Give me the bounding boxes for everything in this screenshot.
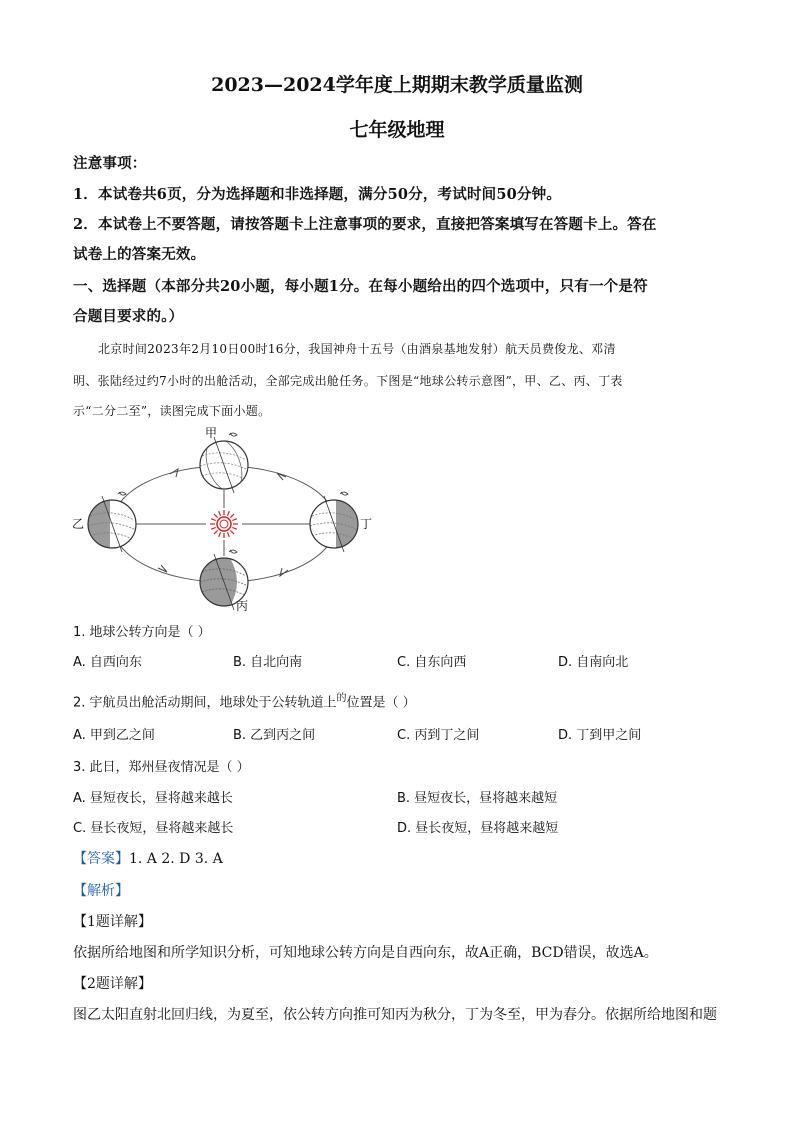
q3-option-a: A. 昼短夜长，昼将越来越长 bbox=[73, 791, 233, 806]
earth-revolution-diagram bbox=[66, 420, 386, 620]
notice-item-1: 1．本试卷共6页，分为选择题和非选择题，满分50分，考试时间50分钟。 bbox=[73, 186, 562, 203]
q2-stem-sup: 的 bbox=[336, 693, 347, 704]
answer-text: 1. A 2. D 3. A bbox=[129, 851, 223, 867]
label-bing: 丙 bbox=[236, 599, 249, 613]
answer-tag: 【答案】 bbox=[73, 851, 129, 867]
question-1-stem: 1. 地球公转方向是（ ） bbox=[73, 625, 211, 640]
earth-ding-icon bbox=[310, 492, 358, 552]
q1-option-b: B. 自北向南 bbox=[233, 655, 303, 670]
q1-option-a: A. 自西向东 bbox=[73, 655, 142, 670]
q1-detail-text: 依据所给地图和所学知识分析，可知地球公转方向是自西向东，故A正确，BCD错误，故选A。 bbox=[73, 945, 658, 961]
label-jia: 甲 bbox=[205, 426, 218, 440]
q2-option-c: C. 丙到丁之间 bbox=[397, 728, 480, 743]
passage-line-2: 明、张陆经过约7小时的出舱活动，全部完成出舱任务。下图是“地球公转示意图”，甲、乙、丙、丁表 bbox=[73, 374, 623, 388]
q3-option-d: D. 昼长夜短，昼将越来越短 bbox=[397, 821, 559, 836]
q1-detail-tag: 【1题详解】 bbox=[73, 914, 152, 930]
q3-option-b: B. 昼短夜长，昼将越来越短 bbox=[397, 791, 558, 806]
q3-option-c: C. 昼长夜短，昼将越来越长 bbox=[73, 821, 234, 836]
passage-line-3: 示“二分二至”，读图完成下面小题。 bbox=[73, 404, 271, 418]
answer-line bbox=[73, 848, 223, 868]
section-heading: 一、选择题（本部分共20小题，每小题1分。在每小题给出的四个选项中，只有一个是符 bbox=[73, 278, 648, 295]
q2-detail-tag: 【2题详解】 bbox=[73, 976, 152, 992]
page-subtitle: 七年级地理 bbox=[349, 119, 445, 141]
q2-option-d: D. 丁到甲之间 bbox=[558, 728, 642, 743]
section-heading-cont: 合题目要求的。） bbox=[73, 308, 184, 325]
notice-item-2-cont: 试卷上的答案无效。 bbox=[73, 246, 206, 263]
label-ding: 丁 bbox=[360, 517, 373, 531]
q2-stem-tail: 位置是（ ） bbox=[346, 695, 416, 711]
orbit-arrow-icon bbox=[170, 469, 178, 477]
analysis-tag: 【解析】 bbox=[73, 883, 129, 899]
q2-option-a: A. 甲到乙之间 bbox=[73, 728, 155, 743]
page-title: 2023—2024学年度上期期末教学质量监测 bbox=[211, 74, 583, 96]
question-3-stem: 3. 此日，郑州昼夜情况是（ ） bbox=[73, 760, 250, 775]
passage-line-1: 北京时间2023年2月10日00时16分，我国神舟十五号（由酒泉基地发射）航天员费俊龙、邓清 bbox=[98, 342, 616, 356]
notice-item-2: 2．本试卷上不要答题，请按答题卡上注意事项的要求，直接把答案填写在答题卡上。答在 bbox=[73, 216, 657, 233]
sun-icon bbox=[210, 510, 238, 538]
q1-option-c: C. 自东向西 bbox=[397, 655, 467, 670]
q2-detail-text: 图乙太阳直射北回归线，为夏至，依公转方向推可知丙为秋分，丁为冬至，甲为春分。依据所给地图和题 bbox=[73, 1007, 717, 1023]
question-2-stem bbox=[73, 689, 416, 710]
label-yi: 乙 bbox=[72, 517, 85, 531]
q2-stem-main: 2. 宇航员出舱活动期间，地球处于公转轨道上 bbox=[73, 695, 337, 711]
q2-option-b: B. 乙到丙之间 bbox=[233, 728, 316, 743]
earth-jia-icon bbox=[199, 433, 248, 497]
earth-yi-icon bbox=[88, 492, 136, 552]
notice-heading: 注意事项： bbox=[73, 155, 147, 172]
q1-option-d: D. 自南向北 bbox=[558, 655, 629, 670]
